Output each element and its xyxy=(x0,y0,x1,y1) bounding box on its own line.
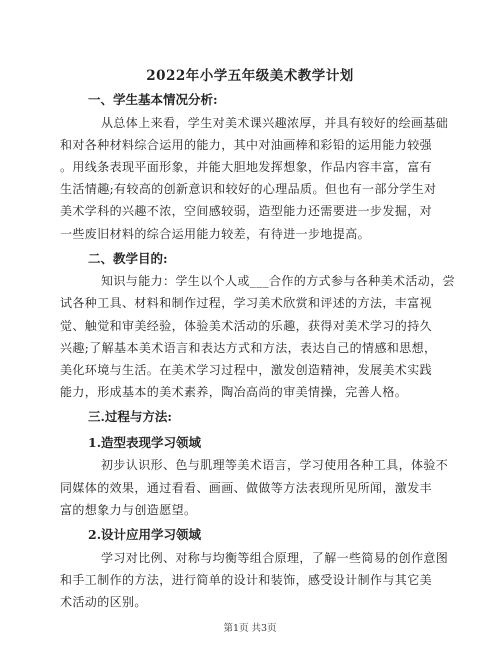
section-heading-process-methods: 三.过程与方法: xyxy=(88,409,172,425)
paragraph-line: 一些废旧材料的综合运用能力较差，有待进一步地提高。 xyxy=(60,226,371,241)
page-footer: 第1页 共3页 xyxy=(223,623,277,634)
paragraph-line: 知识与能力：学生以个人或___合作的方式参与各种美术活动，尝 xyxy=(101,274,456,289)
subsection-heading-modeling: 1.造型表现学习领域 xyxy=(88,434,202,450)
subsection-heading-design: 2.设计应用学习领域 xyxy=(88,527,202,542)
paragraph-line: 初步认识形、色与肌理等美术语言，学习使用各种工具，体验不 xyxy=(101,458,449,473)
paragraph-line: 美术学科的兴趣不浓，空间感较弱，造型能力还需要进一步发掘，对 xyxy=(60,204,433,219)
paragraph-line: 兴趣;了解基本美术语言和表达方式和方法，表达自己的情感和思想， xyxy=(60,340,437,355)
section-heading-teaching-goals: 二、教学目的: xyxy=(88,250,168,266)
paragraph-line: 和手工制作的方法，进行简单的设计和装饰，感受设计制作与其它美 xyxy=(60,572,433,587)
paragraph-line: 美化环境与生活。在美术学习过程中，激发创造精神，发展美术实践 xyxy=(60,363,433,377)
paragraph-line: 从总体上来看，学生对美术课兴趣浓厚，并具有较好的绘画基础 xyxy=(101,115,449,130)
paragraph-line: 试各种工具、材料和制作过程，学习美术欣赏和评述的方法，丰富视 xyxy=(60,296,433,311)
paragraph-line: 。用线条表现平面形象，并能大胆地发挥想象，作品内容丰富，富有 xyxy=(60,159,433,174)
paragraph-line: 同媒体的效果，通过看看、画画、做做等方法表现所见所闻，激发丰 xyxy=(60,480,433,495)
paragraph-line: 能力，形成基本的美术素养，陶冶高尚的审美情操，完善人格。 xyxy=(60,385,408,400)
paragraph-line: 生活情趣;有较高的创新意识和较好的心理品质。但也有一部分学生对 xyxy=(60,182,437,197)
paragraph-line: 术活动的区别。 xyxy=(60,594,147,609)
paragraph-line: 和对各种材料综合运用的能力，其中对油画棒和彩铅的运用能力较强 xyxy=(60,137,433,152)
paragraph-line: 觉、触觉和审美经验，体验美术活动的乐趣，获得对美术学习的持久 xyxy=(60,318,433,333)
paragraph-line: 学习对比例、对称与均衡等组合原理，了解一些简易的创作意图 xyxy=(101,550,449,565)
document-title: 2022年小学五年级美术教学计划 xyxy=(146,68,354,84)
paragraph-line: 富的想象力与创造愿望。 xyxy=(60,502,197,517)
section-heading-student-analysis: 一、学生基本情况分析: xyxy=(88,92,218,107)
